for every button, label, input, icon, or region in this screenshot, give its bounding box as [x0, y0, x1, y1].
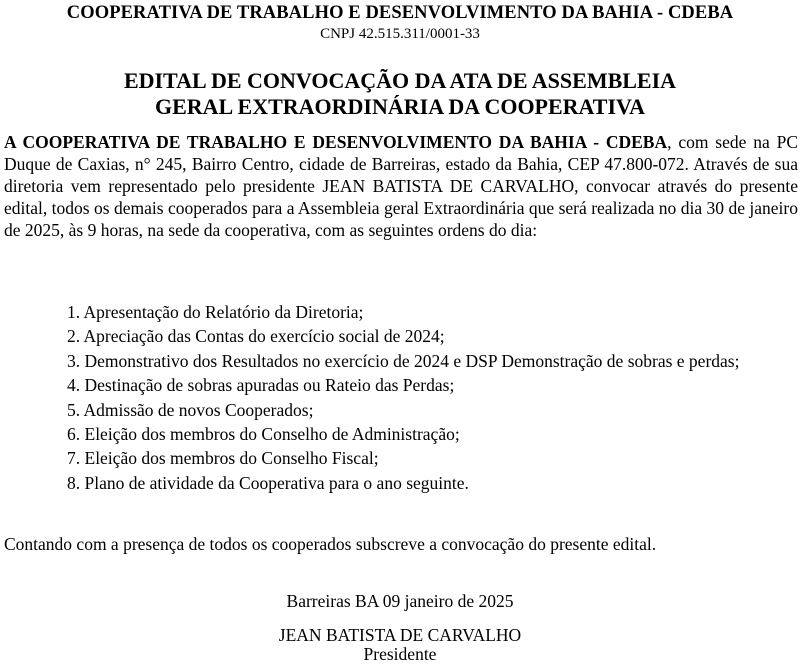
- agenda-item: 3. Demonstrativo dos Resultados no exercício de 2024 e DSP Demonstração de sobras e perdas;: [67, 350, 740, 371]
- cnpj-line: CNPJ 42.515.311/0001-33: [320, 26, 480, 42]
- closing-paragraph: Contando com a presença de todos os cooperados subscreve a convocação do presente edital.: [4, 534, 657, 554]
- intro-organization: A COOPERATIVA DE TRABALHO E DESENVOLVIMENTO DA BAHIA - CDEBA: [4, 132, 668, 152]
- title-line-1: EDITAL DE CONVOCAÇÃO DA ATA DE ASSEMBLEIA: [123, 68, 677, 93]
- agenda-item: 5. Admissão de novos Cooperados;: [67, 399, 314, 420]
- agenda-list: [4, 300, 798, 495]
- agenda-item: 6. Eleição dos membros do Conselho de Administração;: [67, 424, 460, 445]
- place-date: Barreiras BA 09 janeiro de 2025: [286, 591, 514, 611]
- signature-role: Presidente: [363, 644, 437, 664]
- signature-name: JEAN BATISTA DE CARVALHO: [278, 625, 522, 645]
- document-title: [0, 68, 800, 120]
- intro-text: , com sede na PC Duque de Caxias, n° 245, Bairro Centro, cidade de Barreiras, estado da Bahia, CEP 47.800-072. Através de sua diretoria vem representado pelo presidente JEAN BATISTA DE CARVALHO, convocar através do presente edital, todos os demais cooperados para a Assembleia geral Extraordinária que será realizada no dia 30 de janeiro de 2025, às 9 horas, na sede da cooperativa, com as seguintes ordens do dia:: [4, 132, 798, 240]
- agenda-item: 4. Destinação de sobras apuradas ou Rateio das Perdas;: [67, 375, 455, 396]
- agenda-item: 8. Plano de atividade da Cooperativa para o ano seguinte.: [67, 472, 469, 493]
- agenda-item: 1. Apresentação do Relatório da Diretoria;: [67, 302, 364, 322]
- intro-paragraph: [4, 131, 798, 241]
- organization-header: COOPERATIVA DE TRABALHO E DESENVOLVIMENTO DA BAHIA - CDEBA: [66, 3, 734, 23]
- agenda-item: 7. Eleição dos membros do Conselho Fiscal;: [67, 448, 379, 469]
- title-line-2: GERAL EXTRAORDINÁRIA DA COOPERATIVA: [155, 94, 645, 119]
- agenda-item: 2. Apreciação das Contas do exercício social de 2024;: [67, 326, 445, 347]
